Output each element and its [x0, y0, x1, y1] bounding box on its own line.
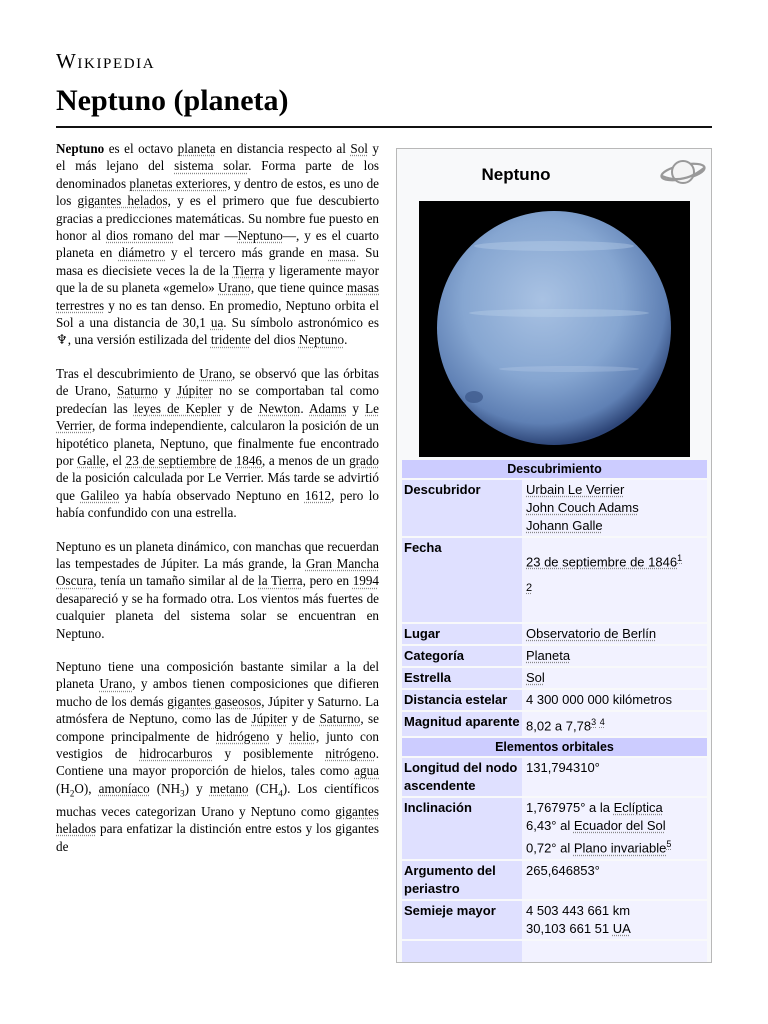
- infobox: [396, 148, 712, 963]
- row-lugar: [402, 624, 707, 644]
- link-nitrogeno[interactable]: nitrógeno: [325, 746, 376, 761]
- label-categoria: Categoría: [402, 646, 522, 666]
- row-descubridor: [402, 480, 707, 536]
- link-la-tierra[interactable]: la Tierra: [258, 573, 303, 589]
- saturn-planet-icon: [659, 155, 707, 189]
- link-saturno[interactable]: Saturno: [319, 711, 361, 727]
- label-longitud: Longitud del nodo ascendente: [402, 758, 522, 796]
- link-hidrogeno[interactable]: hidrógeno: [216, 728, 270, 744]
- label-inclinacion: Inclinación: [402, 798, 522, 858]
- link-amoniaco[interactable]: amoníaco: [98, 780, 150, 796]
- label-argumento: Argumento del periastro: [402, 861, 522, 899]
- link-metano[interactable]: metano: [209, 780, 249, 796]
- label-lugar: Lugar: [402, 624, 522, 644]
- link-diametro[interactable]: diámetro: [118, 245, 166, 261]
- link-grado[interactable]: grado: [349, 452, 379, 468]
- paragraph-intro: Neptuno es el octavo planeta en distancia respecto al Sol y el más lejano del sistema solar. Forma parte de los denominados planetas exteriores, y dentro de estos, es uno de los gigantes helados, y es el primero que fue descubierto gracias a predicciones matemáticas. Su nombre fue puesto en honor al dios romano del mar —Neptuno—, y es el cuarto planeta en diámetro y el tercero más grande en masa. Su masa es diecisiete veces la de la Tierra y ligeramente mayor que la de su planeta «gemelo» Urano, que tiene quince masas terrestres y no es tan denso. En promedio, Neptuno orbita el Sol a una distancia de 30,1 ua. Su símbolo astronómico es ♆, una versión estilizada del tridente del dios Neptuno.: [56, 141, 380, 348]
- row-longitud: [402, 758, 707, 796]
- link-galle-ib[interactable]: Johann Galle: [526, 518, 603, 533]
- infobox-table: [402, 458, 707, 963]
- bold-subject: Neptuno: [56, 141, 105, 156]
- link-urano[interactable]: Urano: [99, 676, 133, 692]
- link-planeta[interactable]: planeta: [177, 141, 216, 156]
- link-saturno[interactable]: Saturno: [117, 383, 158, 399]
- label-distancia: Distancia estelar: [402, 690, 522, 710]
- page-title: Neptuno (planeta): [56, 84, 289, 117]
- ref-4[interactable]: 4: [599, 717, 605, 727]
- value-semieje: 4 503 443 661 km 30,103 661 51 UA: [522, 901, 707, 939]
- infobox-title: Neptuno: [481, 165, 551, 184]
- row-magnitud: [402, 712, 707, 736]
- link-jupiter[interactable]: Júpiter: [251, 711, 288, 727]
- row-argumento: [402, 861, 707, 899]
- link-1846[interactable]: 1846: [235, 452, 262, 468]
- value-categoria: [522, 646, 707, 666]
- link-1612[interactable]: 1612: [304, 487, 332, 503]
- value-estrella: [522, 668, 707, 688]
- link-gigantes-gaseosos[interactable]: gigantes gaseosos: [167, 693, 262, 709]
- link-ecliptica[interactable]: Eclíptica: [613, 800, 663, 816]
- ref-1[interactable]: 1: [677, 553, 683, 563]
- link-adams-ib[interactable]: John Couch Adams: [526, 500, 639, 515]
- link-gigantes-helados-2[interactable]: gigantes helados: [56, 803, 379, 837]
- link-gran-mancha-oscura[interactable]: Gran Mancha Oscura: [56, 555, 379, 589]
- label-descubridor: Descubridor: [402, 480, 522, 536]
- value-descubridor: [522, 480, 707, 536]
- link-23-septiembre[interactable]: 23 de septiembre: [125, 452, 217, 468]
- link-ua-ib[interactable]: UA: [612, 920, 631, 936]
- value-cut-off: [522, 941, 707, 963]
- link-tierra[interactable]: Tierra: [232, 262, 265, 278]
- link-galileo[interactable]: Galileo: [80, 487, 120, 503]
- link-urano[interactable]: Urano: [199, 365, 233, 381]
- label-fecha: Fecha: [402, 538, 522, 622]
- link-neptuno-dios[interactable]: Neptuno: [237, 228, 283, 244]
- label-semieje: Semieje mayor: [402, 901, 522, 939]
- link-agua[interactable]: agua: [354, 763, 379, 779]
- link-observatorio[interactable]: Observatorio de Berlín: [526, 626, 657, 641]
- row-categoria: [402, 646, 707, 666]
- row-cut-off: [402, 941, 707, 963]
- link-jupiter[interactable]: Júpiter: [176, 383, 213, 399]
- ref-5[interactable]: 5: [666, 839, 672, 850]
- paragraph-discovery: Tras el descubrimiento de Urano, se observó que las órbitas de Urano, Saturno y Júpiter no se comportaban tal como predecían las leyes de Kepler y de Newton. Adams y Le Verrier, de forma independiente, calcularon la posición de un hipotético planeta, Neptuno, que finalmente fue encontrado por Galle, el 23 de septiembre de 1846, a menos de un grado de la posición calculada por Le Verrier. Más tarde se advirtió que Galileo ya había observado Neptuno en 1612, pero lo había confundido con una estrella.: [56, 365, 380, 521]
- link-planetas-exteriores[interactable]: planetas exteriores: [129, 175, 228, 191]
- article-body: [56, 140, 379, 871]
- neptune-image[interactable]: [419, 201, 690, 457]
- link-dios-romano[interactable]: dios romano: [106, 228, 174, 244]
- link-urano[interactable]: Urano: [218, 280, 251, 296]
- value-longitud: 131,794310°: [522, 758, 707, 796]
- paragraph-dynamics: Neptuno es un planeta dinámico, con manchas que recuerdan las tempestades de Júpiter. La más grande, la Gran Mancha Oscura, tenía un tamaño similar al de la Tierra, pero en 1994 desapareció y se ha formado otra. Los vientos más fuertes de cualquier planeta del sistema solar se encuentran en Neptuno.: [56, 538, 379, 641]
- label-cut-off: [402, 941, 522, 963]
- value-inclinacion: 1,767975° a la Eclíptica 6,43° al Ecuador del Sol 0,72° al Plano invariable$^5$: [522, 798, 707, 858]
- link-1994[interactable]: 1994: [352, 573, 379, 589]
- value-lugar: [522, 624, 707, 644]
- link-le-verrier[interactable]: Le Verrier: [56, 400, 379, 434]
- link-masas-terrestres[interactable]: masas terrestres: [56, 280, 379, 313]
- link-sol[interactable]: Sol: [350, 141, 368, 156]
- link-newton[interactable]: Newton: [258, 400, 301, 416]
- section-header-discovery: Descubrimiento: [402, 460, 707, 478]
- row-distancia: [402, 690, 707, 710]
- link-masa[interactable]: masa: [328, 245, 356, 261]
- ref-3[interactable]: 3: [591, 717, 597, 727]
- paragraph-composition: Neptuno tiene una composición bastante similar a la del planeta Urano, y ambos tienen composiciones que difieren mucho de los demás gigantes gaseosos, Júpiter y Saturno. La atmósfera de Neptuno, como las de Júpiter y de Saturno, se compone principalmente de hidrógeno y helio, junto con vestigios de hidrocarburos y posiblemente nitrógeno. Contiene una mayor proporción de hielos, tales como agua $(H_2O)$, amoníaco $(NH_3)$ y metano $(CH_4)$. Los científicos muchas veces categorizan Urano y Neptuno como gigantes helados para enfatizar la distinción entre estos y los gigantes de: [56, 658, 379, 854]
- link-leyes-kepler[interactable]: leyes de Kepler: [133, 400, 222, 416]
- link-sistema-solar[interactable]: sistema solar: [174, 158, 249, 174]
- row-semieje: [402, 901, 707, 939]
- link-galle[interactable]: Galle: [77, 452, 106, 468]
- row-inclinacion: [402, 798, 707, 858]
- link-ua[interactable]: ua: [210, 315, 224, 331]
- link-adams[interactable]: Adams: [309, 400, 347, 416]
- ref-2[interactable]: 2: [526, 582, 533, 595]
- value-fecha: [522, 538, 707, 622]
- label-estrella: Estrella: [402, 668, 522, 688]
- value-magnitud: 8,02 a 7,78$^3$ $^4$: [522, 712, 707, 736]
- link-gigantes-helados[interactable]: gigantes helados: [77, 193, 168, 209]
- link-hidrocarburos[interactable]: hidrocarburos: [139, 746, 213, 761]
- row-fecha: [402, 538, 707, 622]
- link-tridente[interactable]: tridente: [210, 332, 251, 348]
- row-estrella: [402, 668, 707, 688]
- link-fecha[interactable]: 23 de septiembre de 1846: [526, 554, 678, 570]
- link-le-verrier-ib[interactable]: Urbain Le Verrier: [526, 482, 625, 497]
- wikipedia-logo[interactable]: Wikipedia: [56, 49, 156, 73]
- title-divider: [56, 126, 712, 128]
- value-distancia: 4 300 000 000 kilómetros: [522, 690, 707, 710]
- link-sol-ib[interactable]: Sol: [526, 670, 545, 685]
- link-neptuno-dios-2[interactable]: Neptuno: [298, 332, 345, 348]
- link-helio[interactable]: helio: [289, 728, 316, 744]
- section-header-orbital: Elementos orbitales: [402, 738, 707, 756]
- link-plano-invariable[interactable]: Plano invariable: [573, 840, 667, 856]
- link-ecuador-sol[interactable]: Ecuador del Sol: [573, 818, 666, 834]
- label-magnitud: Magnitud aparente: [402, 712, 522, 736]
- link-planeta-ib[interactable]: Planeta: [526, 648, 571, 663]
- value-argumento: 265,646853°: [522, 861, 707, 899]
